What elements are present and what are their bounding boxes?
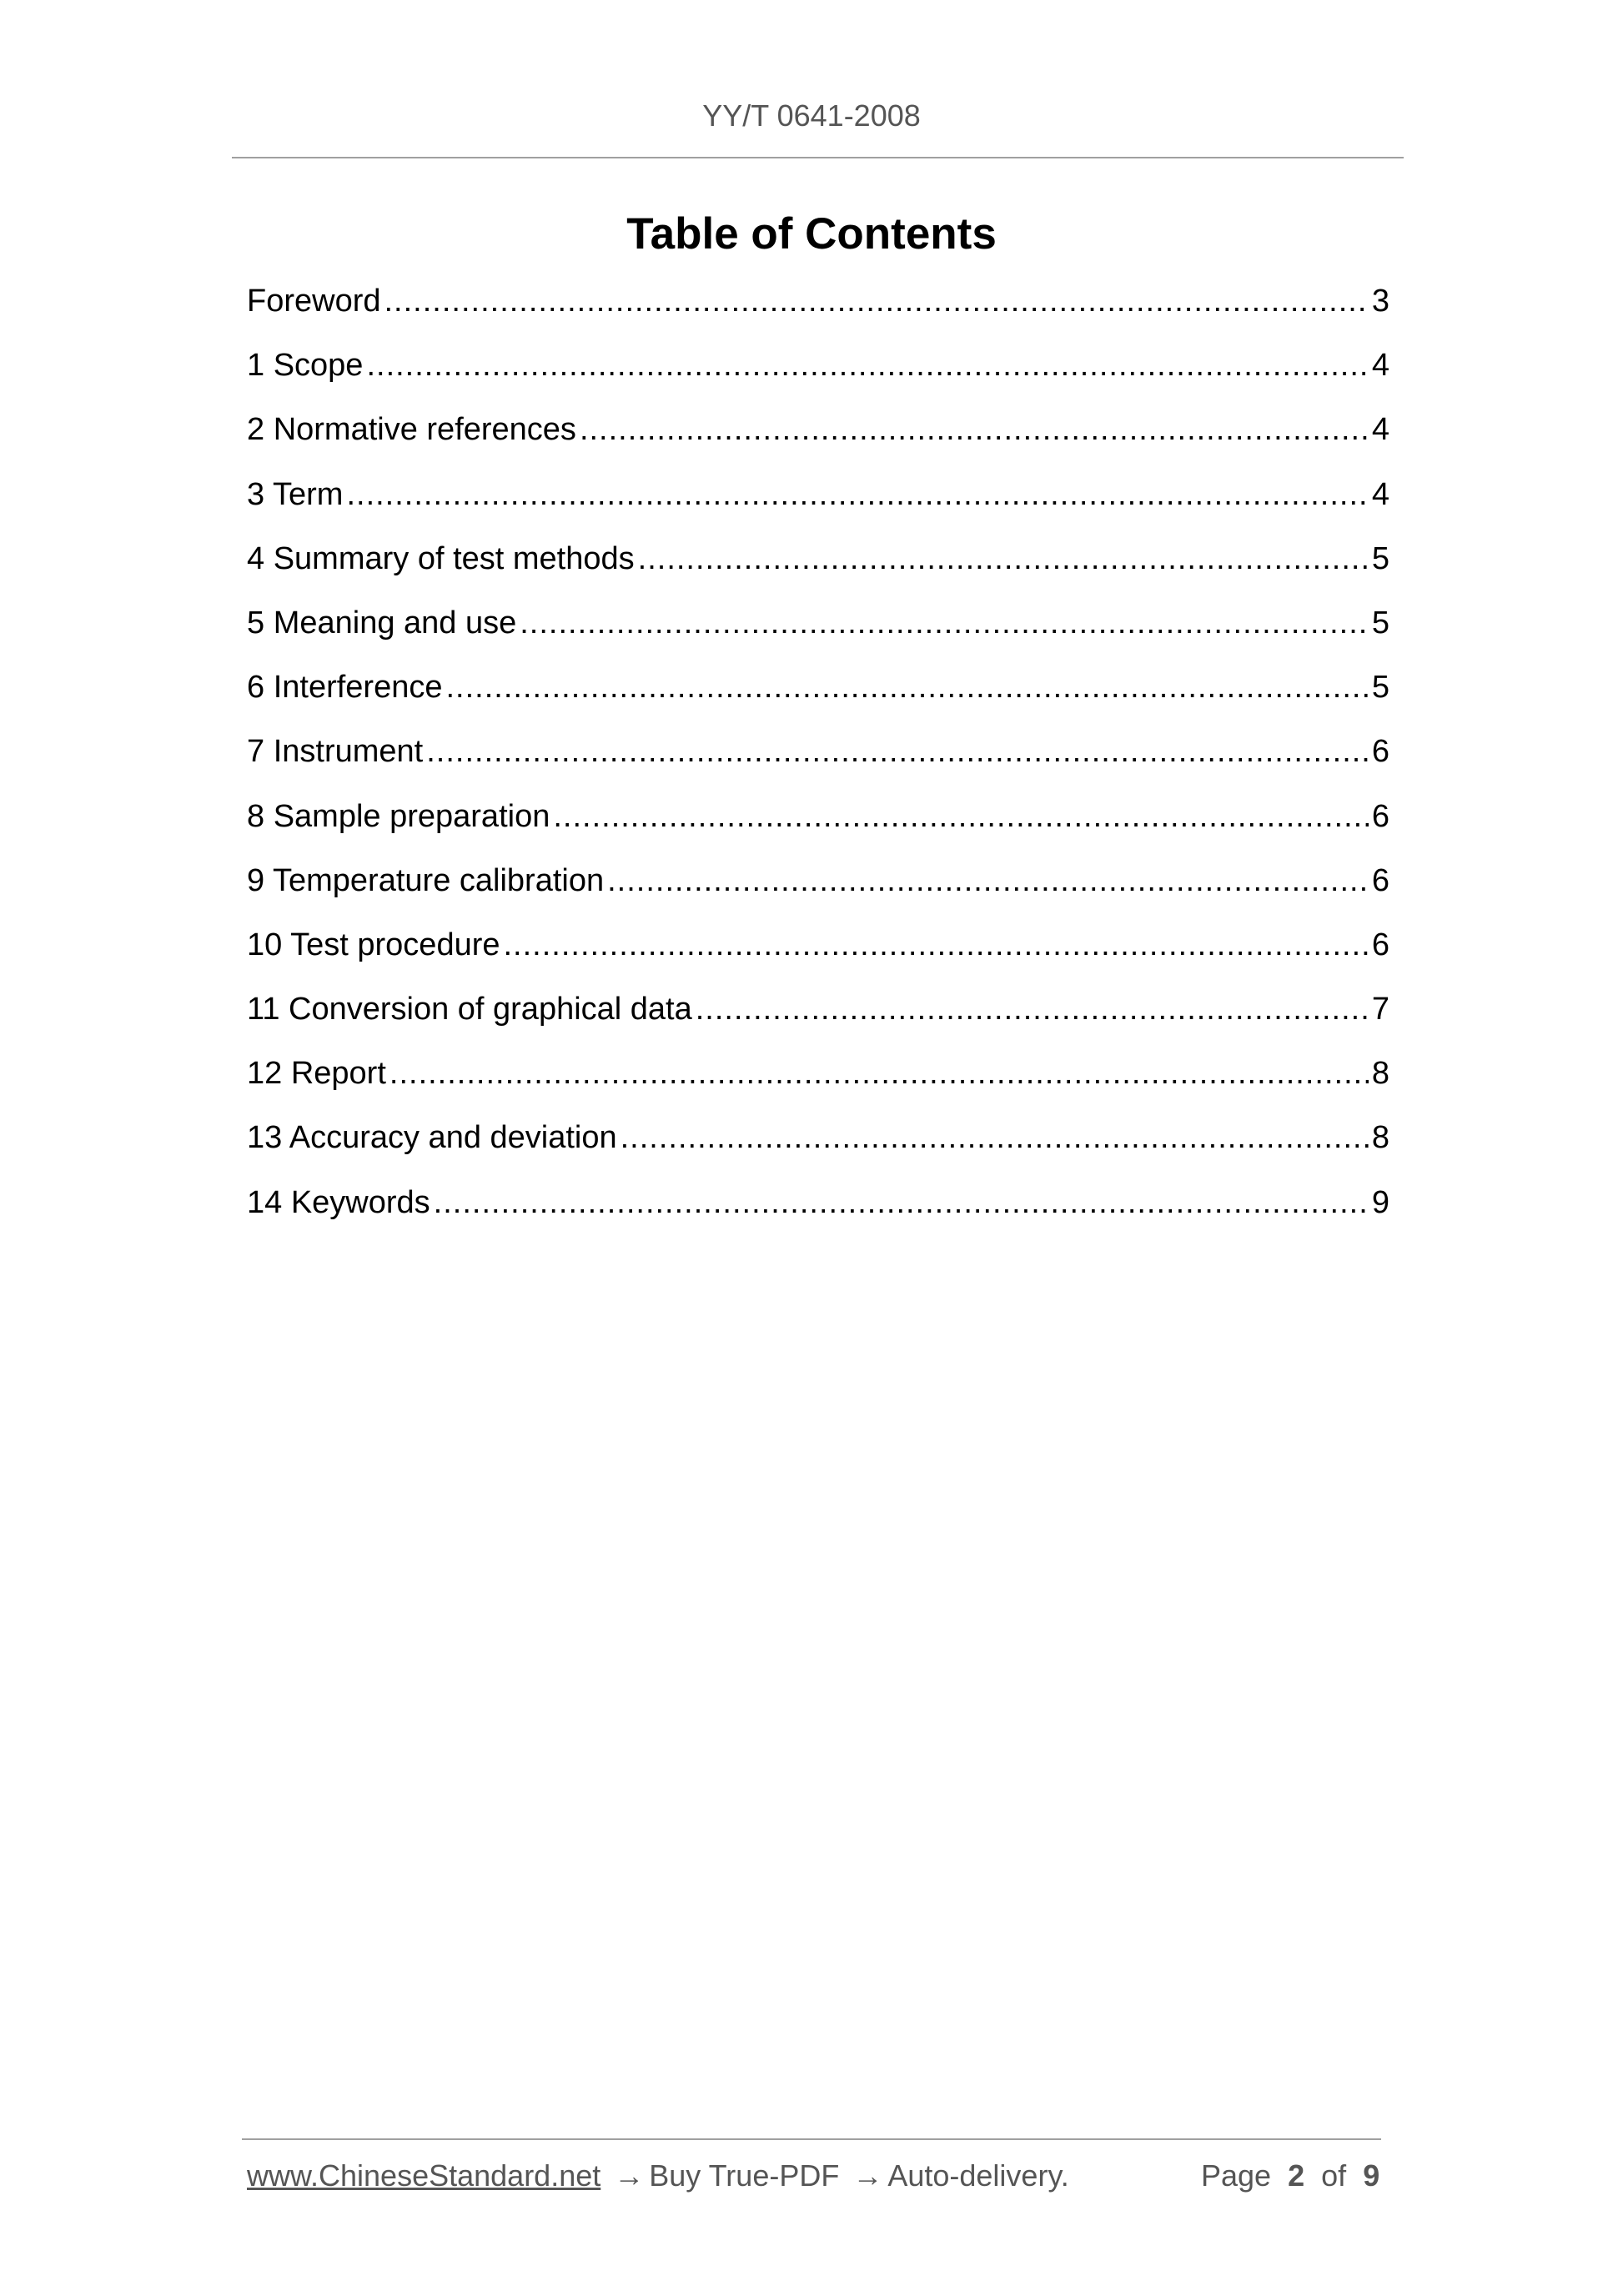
toc-dot-leader (580, 412, 1369, 448)
toc-dot-leader (553, 799, 1369, 835)
toc-entry-label: 9 Temperature calibration (247, 862, 605, 898)
toc-title: Table of Contents (626, 209, 997, 259)
toc-entry-page: 4 (1371, 412, 1389, 448)
toc-entry-foreword[interactable] (247, 284, 1389, 348)
toc-entry-page: 5 (1371, 540, 1389, 576)
toc-entry-label: 4 Summary of test methods (247, 540, 635, 576)
toc-dot-leader (696, 992, 1369, 1027)
toc-dot-leader (607, 863, 1369, 899)
toc-entry-scope[interactable] (247, 348, 1389, 412)
auto-delivery-text: Auto-delivery. (887, 2158, 1069, 2193)
toc-dot-leader (434, 1185, 1369, 1221)
toc-dot-leader (366, 348, 1368, 384)
arrow-right-icon: → (614, 2158, 645, 2193)
toc-entry-conversion-of-graphical-data[interactable] (247, 992, 1389, 1056)
toc-entry-page: 6 (1371, 798, 1389, 834)
of-word: of (1321, 2158, 1347, 2193)
toc-entry-test-procedure[interactable] (247, 927, 1389, 992)
toc-dot-leader (445, 670, 1368, 706)
toc-dot-leader (346, 477, 1368, 513)
toc-entry-keywords[interactable] (247, 1185, 1389, 1249)
toc-entry-label: 2 Normative references (247, 412, 576, 448)
toc-entry-label: 13 Accuracy and deviation (247, 1120, 617, 1156)
total-page-count: 9 (1363, 2158, 1380, 2193)
toc-dot-leader (638, 541, 1369, 577)
toc-entry-page: 6 (1371, 862, 1389, 898)
toc-entry-label: 11 Conversion of graphical data (247, 992, 692, 1027)
toc-dot-leader (520, 605, 1369, 641)
toc-entry-temperature-calibration[interactable] (247, 863, 1389, 927)
arrow-right-icon: → (852, 2158, 883, 2193)
toc-entry-label: 8 Sample preparation (247, 798, 550, 834)
toc-entry-page: 6 (1371, 927, 1389, 962)
toc-entry-accuracy-and-deviation[interactable] (247, 1120, 1389, 1184)
toc-entry-page: 9 (1371, 1184, 1389, 1220)
toc-entry-page: 5 (1371, 605, 1389, 641)
toc-entry-meaning-and-use[interactable] (247, 605, 1389, 670)
page-number-indicator (1201, 2158, 1379, 2193)
toc-dot-leader (384, 284, 1369, 319)
toc-entry-label: 14 Keywords (247, 1184, 430, 1220)
toc-entry-label: 5 Meaning and use (247, 605, 517, 641)
header-divider (232, 157, 1404, 158)
toc-entry-label: Foreword (247, 284, 381, 319)
toc-entry-report[interactable] (247, 1056, 1389, 1120)
toc-entry-label: 12 Report (247, 1056, 386, 1092)
page-word: Page (1201, 2158, 1272, 2193)
toc-entry-label: 1 Scope (247, 348, 364, 384)
toc-list (247, 284, 1389, 1249)
toc-entry-page: 4 (1371, 476, 1389, 512)
toc-entry-page: 7 (1371, 992, 1389, 1027)
toc-entry-page: 8 (1371, 1120, 1389, 1156)
current-page-number: 2 (1288, 2158, 1305, 2193)
buy-true-pdf-text: Buy True-PDF (649, 2158, 840, 2193)
toc-dot-leader (504, 927, 1369, 963)
toc-entry-sample-preparation[interactable] (247, 799, 1389, 863)
toc-entry-page: 3 (1371, 284, 1389, 319)
toc-entry-term[interactable] (247, 477, 1389, 541)
toc-entry-page: 8 (1371, 1056, 1389, 1092)
footer-divider (242, 2138, 1381, 2140)
toc-entry-label: 7 Instrument (247, 734, 424, 770)
toc-entry-label: 10 Test procedure (247, 927, 500, 962)
toc-entry-label: 3 Term (247, 476, 344, 512)
toc-entry-summary-of-test-methods[interactable] (247, 541, 1389, 605)
toc-entry-normative-references[interactable] (247, 412, 1389, 476)
toc-entry-interference[interactable] (247, 670, 1389, 734)
toc-entry-label: 6 Interference (247, 670, 443, 706)
toc-entry-page: 4 (1371, 348, 1389, 384)
toc-entry-page: 6 (1371, 734, 1389, 770)
toc-entry-page: 5 (1371, 670, 1389, 706)
toc-dot-leader (426, 734, 1369, 770)
toc-dot-leader (389, 1056, 1369, 1092)
footer-promo (247, 2158, 1069, 2193)
site-link[interactable]: www.ChineseStandard.net (247, 2158, 601, 2193)
toc-entry-instrument[interactable] (247, 734, 1389, 798)
document-code-header: YY/T 0641-2008 (702, 98, 921, 133)
toc-dot-leader (621, 1120, 1369, 1156)
